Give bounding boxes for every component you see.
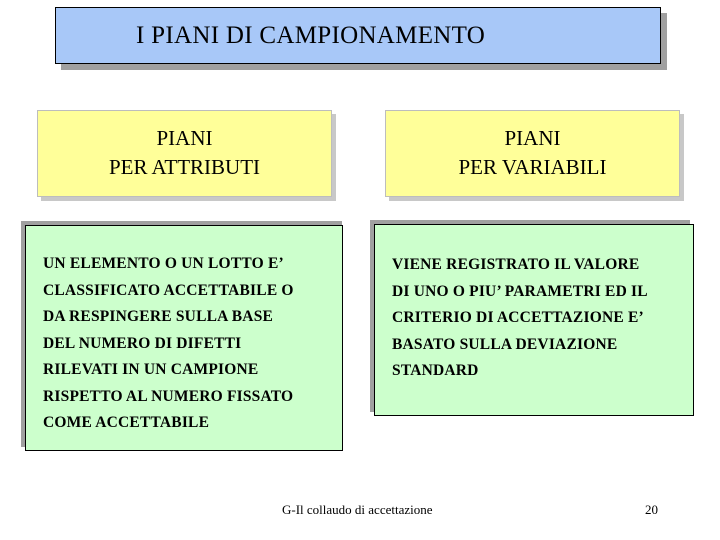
description-line: STANDARD bbox=[392, 362, 479, 379]
description-line: RISPETTO AL NUMERO FISSATO bbox=[43, 387, 294, 405]
description-attributes-box bbox=[25, 225, 343, 451]
plan-variables-box bbox=[385, 110, 680, 197]
plan-attributes-line2: PER ATTRIBUTI bbox=[108, 155, 261, 179]
description-line: CRITERIO DI ACCETTAZIONE E’ bbox=[392, 309, 644, 326]
page-number: 20 bbox=[645, 502, 658, 517]
description-line: UN ELEMENTO O UN LOTTO E’ bbox=[43, 255, 284, 272]
title-box bbox=[55, 7, 661, 64]
plan-variables-line2: PER VARIABILI bbox=[458, 155, 607, 179]
description-line: BASATO SULLA DEVIAZIONE bbox=[392, 335, 618, 353]
description-line: DEL NUMERO DI DIFETTI bbox=[43, 334, 242, 352]
page-title: I PIANI DI CAMPIONAMENTO bbox=[136, 22, 486, 49]
description-line: COME ACCETTABILE bbox=[43, 414, 210, 431]
description-line: DI UNO O PIU’ PARAMETRI ED IL bbox=[392, 282, 648, 300]
plan-attributes-line1: PIANI bbox=[156, 126, 213, 150]
description-variables-box bbox=[374, 224, 694, 416]
description-line: RILEVATI IN UN CAMPIONE bbox=[43, 361, 259, 378]
footer-text: G-Il collaudo di accettazione bbox=[282, 502, 433, 517]
plan-variables-line1: PIANI bbox=[504, 126, 561, 150]
description-line: CLASSIFICATO ACCETTABILE O bbox=[43, 281, 294, 299]
description-line: VIENE REGISTRATO IL VALORE bbox=[392, 256, 640, 273]
description-line: DA RESPINGERE SULLA BASE bbox=[43, 308, 274, 325]
plan-attributes-box bbox=[37, 110, 332, 197]
